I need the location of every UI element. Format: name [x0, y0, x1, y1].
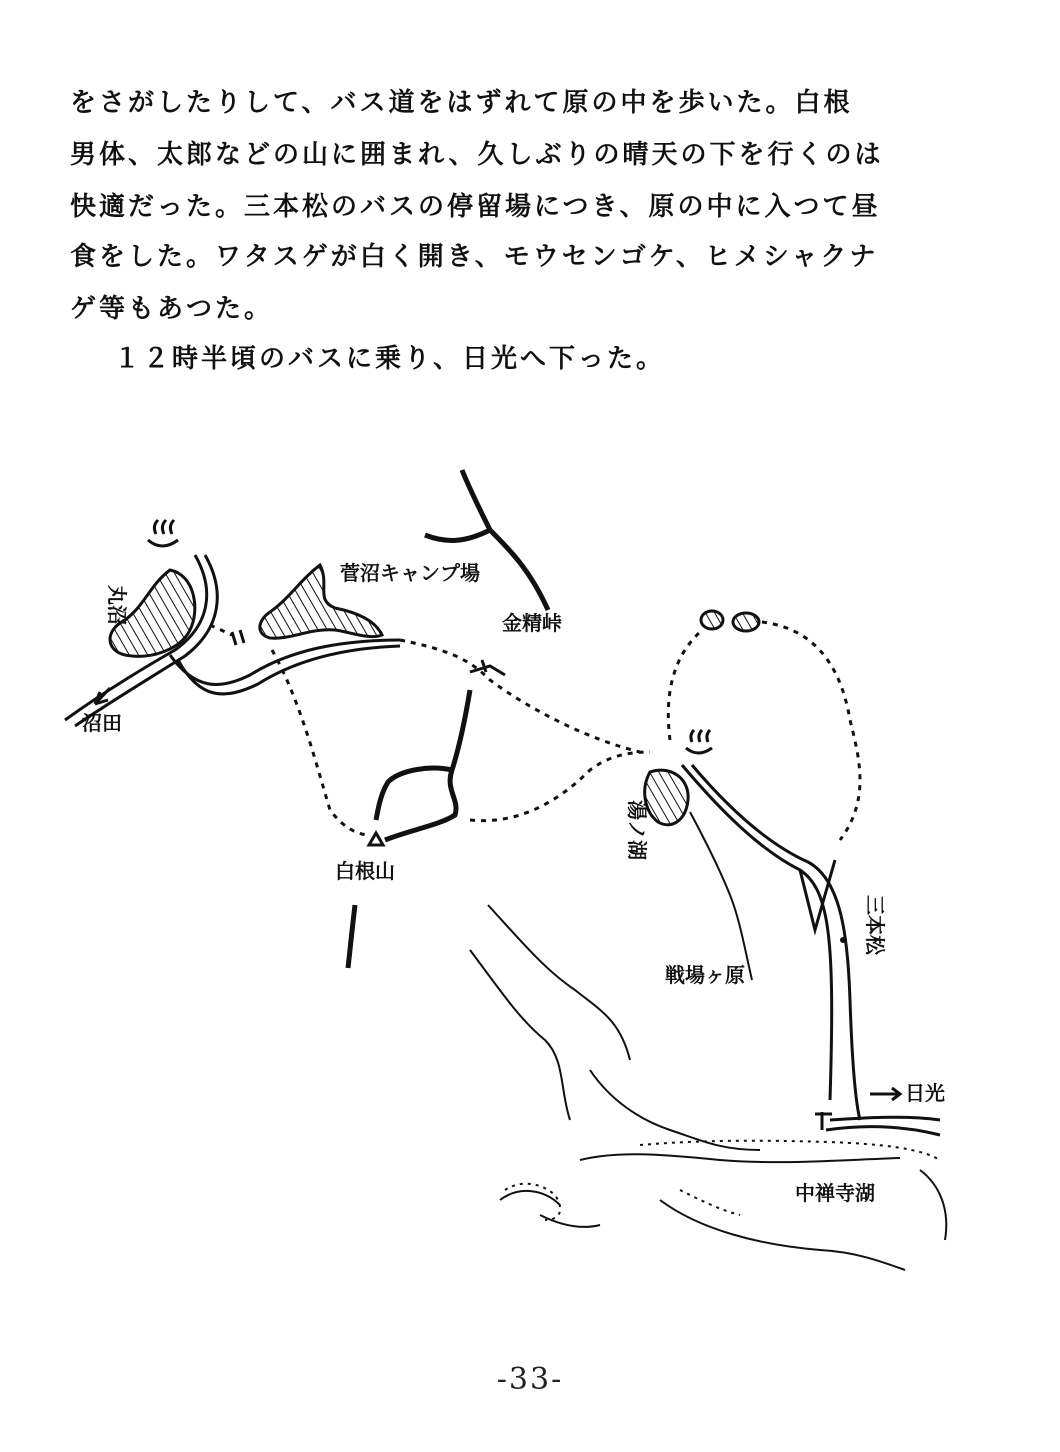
- label-shirane-san: 白根山: [335, 859, 395, 883]
- text-line-3: 快適だった。三本松のバスの停留場につき、原の中に入つて昼: [70, 192, 881, 222]
- label-sanbonmatsu: 三本松: [863, 895, 887, 955]
- hiking-trail: [210, 622, 860, 840]
- label-chuzenji-ko: 中禅寺湖: [795, 1181, 875, 1205]
- label-yunoko: 湯ノ湖: [625, 800, 649, 860]
- bridges: [232, 630, 832, 1130]
- bus-road: [65, 555, 940, 1135]
- label-konsei-pass: 金精峠: [502, 611, 562, 635]
- label-marunuma-1: 丸沼: [105, 585, 129, 625]
- text-line-1: をさがしたりして、バス道をはずれて原の中を歩いた。白根: [70, 88, 853, 118]
- onsen-icon: [686, 730, 712, 753]
- page-number: -33-: [496, 1362, 564, 1397]
- ponds: [701, 611, 759, 631]
- road-arrows: [95, 688, 900, 1100]
- text-line-4: 食をした。ワタスゲが白く開き、モウセンゴケ、ヒメシャクナ: [70, 242, 879, 272]
- label-sugenuma-camp: 菅沼キャンプ場: [340, 561, 480, 585]
- text-line-6: １２時半頃のバスに乗り、日光へ下った。: [114, 344, 666, 374]
- label-numata: 沼田: [82, 711, 122, 735]
- text-line-2: 男体、太郎などの山に囲まれ、久しぶりの晴天の下を行くのは: [70, 140, 884, 170]
- ridges: [348, 470, 548, 968]
- label-nikko: 日光: [905, 1081, 945, 1105]
- sanbonmatsu-dot: [840, 937, 846, 943]
- yunoko-lake: [645, 770, 688, 825]
- route-map: [0, 440, 1060, 1320]
- text-line-5: ゲ等もあつた。: [70, 294, 274, 324]
- label-senjogahara: 戦場ヶ原: [665, 963, 745, 987]
- onsen-icon: [148, 520, 178, 546]
- shirane-summit-icon: [369, 833, 383, 845]
